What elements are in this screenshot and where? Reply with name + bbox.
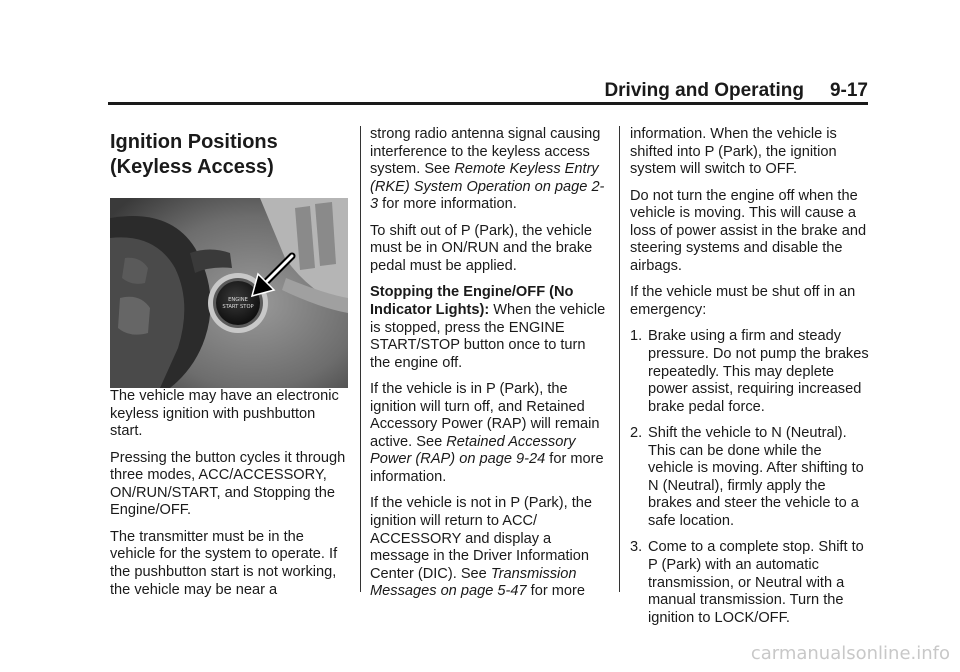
page-number: 9-17 xyxy=(829,80,868,101)
svg-text:START STOP: START STOP xyxy=(222,304,254,310)
cross-reference-link[interactable]: Retained Accessory Power (RAP) on page 9-24 xyxy=(370,433,576,468)
paragraph: If the vehicle must be shut off in an emergency: xyxy=(630,284,856,318)
paragraph: Pressing the button cycles it through three modes, ACC/ACCESSORY, ON/RUN/START, and Stopping the Engine/OFF. xyxy=(110,449,346,519)
column-3 xyxy=(630,126,870,636)
list-item: 2. Shift the vehicle to N (Neutral). This can be done while the vehicle is moving. After shifting to N (Neutral), firmly apply the brakes and steer the vehicle to a safe location. xyxy=(630,425,864,530)
ignition-button-photo xyxy=(110,198,348,388)
paragraph: Do not turn the engine off when the vehicle is moving. This will cause a loss of power assist in the brake and steering systems and disable the airbags. xyxy=(630,187,867,274)
header-rule xyxy=(108,102,868,105)
paragraph: If the vehicle is in P (Park), the ignition will turn off, and Retained Accessory Power (RAP) will remain active. See Retained Accessory Power (RAP) on page 9-24 for more information. xyxy=(370,381,604,486)
watermark: carmanualsonline.info xyxy=(750,643,950,664)
paragraph: The transmitter must be in the vehicle for the system to operate. If the pushbutton start is not working, the vehicle may be near a xyxy=(110,528,338,598)
emergency-steps-list xyxy=(630,328,870,627)
running-header xyxy=(604,80,868,102)
heading-line-1: Ignition Positions xyxy=(110,131,278,153)
paragraph: The vehicle may have an electronic keyless ignition with pushbutton start. xyxy=(110,388,339,440)
paragraph: information. When the vehicle is shifted into P (Park), the ignition system will switch to OFF. xyxy=(630,126,837,178)
paragraph: If the vehicle is not in P (Park), the ignition will return to ACC/ ACCESSORY and display a message in the Driver Information Center (DIC). See Transmission Messages on page 5-47 for more xyxy=(370,495,592,600)
column-1 xyxy=(110,126,350,608)
paragraph: Stopping the Engine/OFF (No Indicator Lights): When the vehicle is stopped, press the ENGINE START/STOP button once to turn the engine off. xyxy=(370,284,606,371)
column-divider-2 xyxy=(619,126,620,592)
paragraph: strong radio antenna signal causing interference to the keyless access system. See Remote Keyless Entry (RKE) System Operation on page 2-3 for more information. xyxy=(370,126,605,213)
paragraph: To shift out of P (Park), the vehicle must be in ON/RUN and the brake pedal must be applied. xyxy=(370,222,593,274)
button-label: ENGINE xyxy=(228,297,248,303)
cross-reference-link[interactable]: Remote Keyless Entry (RKE) System Operation on page 2-3 xyxy=(370,161,605,213)
section-heading xyxy=(110,130,350,180)
heading-line-2: (Keyless Access) xyxy=(110,156,274,178)
list-item: 1. Brake using a firm and steady pressure. Do not pump the brakes repeatedly. This may deplete power assist, requiring increased brake pedal force. xyxy=(630,328,869,415)
list-item: 3. Come to a complete stop. Shift to P (Park) with an automatic transmission, or Neutral with a manual transmission. Turn the ignition to LOCK/OFF. xyxy=(630,539,864,626)
section-title: Driving and Operating xyxy=(604,80,804,101)
column-divider-1 xyxy=(360,126,361,592)
cross-reference-link[interactable]: Transmission Messages on page 5-47 xyxy=(370,565,577,600)
subheading: Stopping the Engine/OFF (No Indicator Lights): xyxy=(370,284,574,318)
column-2 xyxy=(370,126,608,610)
